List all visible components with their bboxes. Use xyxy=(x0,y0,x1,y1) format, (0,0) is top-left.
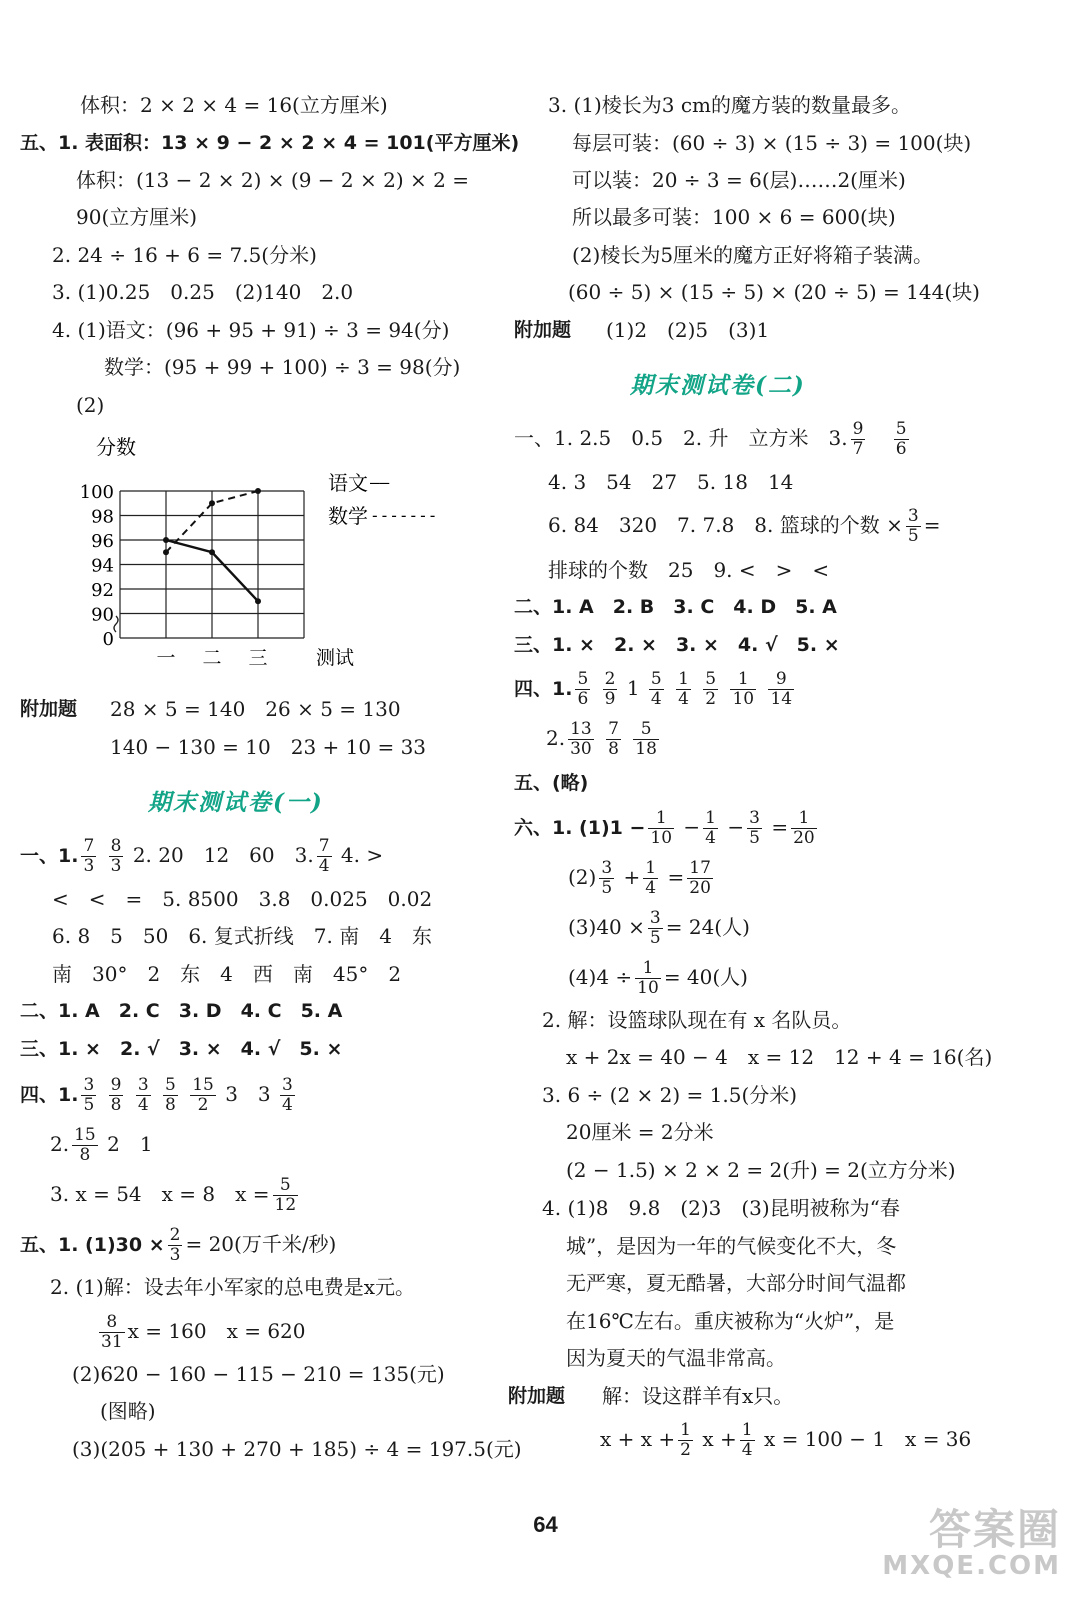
fraction xyxy=(643,859,658,898)
numerator: 5 xyxy=(650,669,662,689)
fraction xyxy=(648,909,663,948)
left-line-6: 3. (1)0.25 0.25 (2)140 2.0 xyxy=(52,280,354,304)
denominator: 4 xyxy=(137,1095,149,1115)
fraction xyxy=(703,809,718,848)
legend-line: ------- xyxy=(370,506,438,525)
fraction xyxy=(648,809,674,848)
left-line-7: 4. (1)语文：(96 + 95 + 91) ÷ 3 = 94(分) xyxy=(52,318,450,342)
denominator: 4 xyxy=(282,1095,293,1115)
b-line-11: (2) $\frac{3}{5}$ + $\frac{1}{4}$ = $\frac{17}{20}$ xyxy=(568,858,711,898)
axis-break-mark xyxy=(114,616,118,632)
numerator: 3 xyxy=(83,1075,95,1095)
left-line-2: 五、1. 表面积：13 × 9 − 2 × 2 × 4 = 101(平方厘米) xyxy=(20,132,520,154)
watermark-top: 答案圈 xyxy=(928,1505,1061,1554)
legend-line: —— xyxy=(370,473,390,492)
y-tick-label: 92 xyxy=(91,580,114,601)
b-line-4: 排球的个数 25 9. < > < xyxy=(548,558,830,582)
x-tick-label: 三 xyxy=(248,647,268,669)
b-line-14: 2. 解：设篮球队现在有 x 名队员。 xyxy=(542,1008,852,1032)
data-point-语文 xyxy=(255,598,261,604)
data-point-语文 xyxy=(163,537,169,543)
fj-label-left: 附加题 xyxy=(20,698,78,720)
numerator: 2 xyxy=(169,1225,181,1245)
legend-label: 数学 xyxy=(328,504,368,528)
b-line-1: 一、1. 2.5 0.5 2. 升 立方米 3. $\frac{9}{7}$ $\frac{5}{6}$ xyxy=(514,419,907,459)
section-title-2: 期末测试卷(二) xyxy=(630,372,806,399)
left-line-3: 体积：(13 − 2 × 2) × (9 − 2 × 2) × 2 = xyxy=(76,168,469,192)
section-title-1: 期末测试卷(一) xyxy=(148,789,324,816)
page-number: 64 xyxy=(533,1512,558,1537)
legend-label: 语文 xyxy=(328,471,368,495)
numerator: 1 xyxy=(741,1420,753,1440)
y-tick-label: 96 xyxy=(91,531,114,552)
left-line-8: 数学：(95 + 99 + 100) ÷ 3 = 98(分) xyxy=(104,355,461,379)
numerator: 15 xyxy=(192,1075,214,1095)
denominator: 30 xyxy=(570,739,592,759)
b-line-13: (4)4 ÷ $\frac{1}{10}$ = 40(人) xyxy=(568,958,748,998)
right-line-5: (2)棱长为5厘米的魔方正好将箱子装满。 xyxy=(572,243,934,267)
numerator: 2 xyxy=(604,669,616,689)
a-line-8: 2. $\frac{15}{8}$ 2 1 xyxy=(50,1125,153,1165)
x-tick-label: 二 xyxy=(202,647,222,669)
b-line-18: (2 − 1.5) × 2 × 2 = 2(升) = 2(立方分米) xyxy=(566,1158,956,1182)
denominator: 12 xyxy=(274,1195,297,1215)
fraction xyxy=(168,1226,183,1265)
denominator: 3 xyxy=(110,856,122,876)
numerator: 5 xyxy=(705,669,717,689)
b-line-17: 20厘米 = 2分米 xyxy=(566,1120,714,1144)
fraction xyxy=(568,720,594,759)
numerator: 1 xyxy=(705,808,716,828)
numerator: 9 xyxy=(852,419,864,439)
fraction xyxy=(72,1126,98,1165)
denominator: 4 xyxy=(318,856,330,876)
numerator: 8 xyxy=(99,1313,125,1333)
numerator: 17 xyxy=(689,858,711,878)
a-line-12: $\frac{8}{31}$ x = 160 x = 620 xyxy=(101,1312,306,1352)
fraction xyxy=(633,720,659,759)
left-line-9: (2) xyxy=(76,393,105,417)
numerator: 3 xyxy=(601,858,613,878)
denominator: 8 xyxy=(165,1095,176,1115)
fraction xyxy=(599,859,614,898)
fraction xyxy=(703,670,718,709)
b-line-15: x + 2x = 40 − 4 x = 12 12 + 4 = 16(名) xyxy=(566,1045,993,1069)
a-line-9: 3. x = 54 x = 8 x = $\frac{5}{12}$ xyxy=(50,1175,297,1215)
y-axis-label: 分数 xyxy=(96,435,136,459)
denominator: 6 xyxy=(577,689,589,709)
x-axis-label: 测试 xyxy=(316,647,355,669)
right-line-1: 3. (1)棱长为3 cm的魔方装的数量最多。 xyxy=(548,93,912,117)
data-point-数学 xyxy=(163,549,169,555)
fraction xyxy=(649,670,664,709)
denominator: 5 xyxy=(83,1095,95,1115)
denominator: 10 xyxy=(732,689,755,709)
a-line-1: 一、1. $\frac{7}{3}$ $\frac{8}{3}$ 2. 20 12 60 3. $\frac{7}{4}$ 4. > xyxy=(20,836,384,876)
data-point-语文 xyxy=(209,549,215,555)
numerator: 3 xyxy=(907,506,919,526)
numerator: 5 xyxy=(895,419,907,439)
a-line-4: 南 30° 2 东 4 西 南 45° 2 xyxy=(52,962,402,986)
fraction xyxy=(635,959,661,998)
x-tick-label: 一 xyxy=(156,647,176,669)
fraction xyxy=(768,670,794,709)
fraction xyxy=(575,670,590,709)
denominator: 20 xyxy=(689,878,711,898)
denominator: 31 xyxy=(101,1332,123,1352)
fraction xyxy=(791,809,817,848)
b-line-24: 解：设这群羊有x只。 xyxy=(602,1384,794,1408)
denominator: 4 xyxy=(705,828,716,848)
b-line-2: 4. 3 54 27 5. 18 14 xyxy=(548,470,794,494)
b-line-5: 二、1. A 2. B 3. C 4. D 5. A xyxy=(514,596,837,618)
a-line-14: (图略) xyxy=(100,1399,156,1423)
a-line-10: 五、1. (1)30 × $\frac{2}{3}$ = 20(万千米/秒) xyxy=(20,1225,337,1265)
numerator: 9 xyxy=(110,1075,122,1095)
a-line-2: < < = 5. 8500 3.8 0.025 0.02 xyxy=(52,887,433,911)
numerator: 1 xyxy=(648,809,674,829)
numerator: 15 xyxy=(74,1125,96,1145)
fraction xyxy=(740,1421,755,1460)
fraction xyxy=(606,720,621,759)
left-line-4: 90(立方厘米) xyxy=(76,205,198,229)
a-line-11: 2. (1)解：设去年小军家的总电费是x元。 xyxy=(50,1275,416,1299)
fraction xyxy=(894,420,909,459)
numerator: 1 xyxy=(680,1420,691,1440)
b-line-20: 城”，是因为一年的气候变化不大，冬 xyxy=(566,1234,897,1258)
denominator: 6 xyxy=(895,439,907,459)
a-line-3: 6. 8 5 50 6. 复式折线 7. 南 4 东 xyxy=(52,924,432,948)
numerator: 7 xyxy=(318,836,330,856)
fj-line-1: 28 × 5 = 140 26 × 5 = 130 xyxy=(110,697,401,721)
numerator: 1 xyxy=(730,670,756,690)
a-line-13: (2)620 − 160 − 115 − 210 = 135(元) xyxy=(72,1362,445,1386)
fraction xyxy=(747,809,762,848)
fj-label-right-2: 附加题 xyxy=(508,1385,566,1407)
y-tick-label: 94 xyxy=(91,555,114,577)
denominator: 2 xyxy=(680,1440,691,1460)
numerator: 1 xyxy=(678,669,689,689)
fraction xyxy=(906,507,921,546)
denominator: 3 xyxy=(169,1245,181,1265)
fj-line-2: 140 − 130 = 10 23 + 10 = 33 xyxy=(110,735,427,759)
y-tick-label: 100 xyxy=(79,482,114,503)
a-line-7: 四、1. $\frac{3}{5}$ $\frac{9}{8}$ $\frac{3}{4}$ $\frac{5}{8}$ $\frac{15}{2}$ 3 3 $\frac{3}{4}$ xyxy=(20,1075,293,1115)
y-tick-label: 90 xyxy=(91,604,114,626)
numerator: 3 xyxy=(649,908,661,928)
fraction xyxy=(603,670,618,709)
numerator: 5 xyxy=(577,669,589,689)
denominator: 8 xyxy=(608,739,619,759)
b-line-9: 五、(略) xyxy=(514,772,589,794)
denominator: 20 xyxy=(793,828,815,848)
b-line-23: 因为夏天的气温非常高。 xyxy=(566,1346,786,1370)
denominator: 8 xyxy=(79,1145,91,1165)
fraction xyxy=(81,837,96,876)
a-line-15: (3)(205 + 130 + 270 + 185) ÷ 4 = 197.5(元) xyxy=(72,1437,522,1461)
right-line-2: 每层可装：(60 ÷ 3) × (15 ÷ 3) = 100(块) xyxy=(572,131,972,155)
denominator: 4 xyxy=(741,1440,753,1460)
denominator: 18 xyxy=(635,739,657,759)
denominator: 9 xyxy=(604,689,616,709)
right-line-3: 可以装：20 ÷ 3 = 6(层)……2(厘米) xyxy=(572,168,906,192)
b-line-16: 3. 6 ÷ (2 × 2) = 1.5(分米) xyxy=(542,1083,798,1107)
fraction xyxy=(109,1076,124,1115)
b-line-12: (3)40 × $\frac{3}{5}$ = 24(人) xyxy=(568,908,750,948)
b-line-6: 三、1. × 2. × 3. × 4. √ 5. × xyxy=(514,634,840,656)
b-line-22: 在16℃左右。重庆被称为“火炉”，是 xyxy=(566,1309,895,1333)
data-point-数学 xyxy=(209,500,215,506)
denominator: 2 xyxy=(705,689,717,709)
denominator: 5 xyxy=(749,828,760,848)
left-line-1: 体积：2 × 2 × 4 = 16(立方厘米) xyxy=(80,93,388,117)
watermark-logo xyxy=(882,1505,1061,1581)
y-tick-label: 98 xyxy=(91,506,114,528)
fraction xyxy=(190,1076,216,1115)
denominator: 2 xyxy=(197,1095,209,1115)
fraction xyxy=(730,670,756,709)
numerator: 8 xyxy=(110,836,122,856)
b-line-10: 六、1. (1)1 − $\frac{1}{10}$ − $\frac{1}{4}$ − $\frac{3}{5}$ = $\frac{1}{20}$ xyxy=(514,808,815,848)
denominator: 4 xyxy=(650,689,662,709)
y-tick-label: 0 xyxy=(102,629,114,650)
denominator: 5 xyxy=(601,878,613,898)
numerator: 5 xyxy=(273,1176,299,1196)
b-line-8: 2. $\frac{13}{30}$ $\frac{7}{8}$ $\frac{5}{18}$ xyxy=(546,719,657,759)
numerator: 9 xyxy=(768,670,794,690)
left-line-5: 2. 24 ÷ 16 + 6 = 7.5(分米) xyxy=(52,243,317,267)
data-point-数学 xyxy=(255,488,261,494)
fraction xyxy=(676,670,691,709)
numerator: 7 xyxy=(608,719,619,739)
numerator: 1 xyxy=(635,959,661,979)
fraction xyxy=(678,1421,693,1460)
numerator: 5 xyxy=(165,1075,176,1095)
b-line-21: 无严寒，夏无酷暑，大部分时间气温都 xyxy=(566,1271,906,1295)
fraction xyxy=(687,859,713,898)
numerator: 3 xyxy=(137,1075,149,1095)
denominator: 4 xyxy=(678,689,689,709)
numerator: 3 xyxy=(749,808,760,828)
denominator: 5 xyxy=(907,526,919,546)
b-line-3: 6. 84 320 7. 7.8 8. 篮球的个数 × $\frac{3}{5}$ = xyxy=(548,506,941,546)
fraction xyxy=(163,1076,178,1115)
fraction xyxy=(317,837,332,876)
fraction xyxy=(109,837,124,876)
numerator: 3 xyxy=(282,1075,293,1095)
right-line-7: (1)2 (2)5 (3)1 xyxy=(606,318,770,342)
denominator: 10 xyxy=(650,828,673,848)
a-line-5: 二、1. A 2. C 3. D 4. C 5. A xyxy=(20,1000,343,1022)
denominator: 10 xyxy=(637,978,659,998)
denominator: 7 xyxy=(852,439,864,459)
numerator: 13 xyxy=(570,719,592,739)
score-line-chart xyxy=(70,428,438,678)
denominator: 14 xyxy=(770,689,793,709)
numerator: 5 xyxy=(633,720,659,740)
b-line-25: x + x + $\frac{1}{2}$ x + $\frac{1}{4}$ x = 100 − 1 x = 36 xyxy=(600,1420,972,1460)
watermark-bottom: MXQE.COM xyxy=(882,1551,1061,1581)
fj-label-right: 附加题 xyxy=(514,319,572,341)
a-line-6: 三、1. × 2. √ 3. × 4. √ 5. × xyxy=(20,1038,343,1060)
fraction xyxy=(99,1313,125,1352)
right-line-6: (60 ÷ 5) × (15 ÷ 5) × (20 ÷ 5) = 144(块) xyxy=(568,280,980,304)
right-line-4: 所以最多可装：100 × 6 = 600(块) xyxy=(572,205,896,229)
fraction xyxy=(136,1076,151,1115)
denominator: 4 xyxy=(645,878,657,898)
fraction xyxy=(273,1176,299,1215)
numerator: 1 xyxy=(791,809,817,829)
fraction xyxy=(81,1076,96,1115)
b-line-19: 4. (1)8 9.8 (2)3 (3)昆明被称为“春 xyxy=(542,1196,900,1220)
fraction xyxy=(851,420,866,459)
denominator: 8 xyxy=(110,1095,122,1115)
fraction xyxy=(280,1076,295,1115)
b-line-7: 四、1. $\frac{5}{6}$ $\frac{2}{9}$ 1 $\frac{5}{4}$ $\frac{1}{4}$ $\frac{5}{2}$ $\frac{1}{10}$ $\frac{9}{14}$ xyxy=(514,669,793,709)
numerator: 1 xyxy=(645,858,657,878)
denominator: 3 xyxy=(83,856,95,876)
numerator: 7 xyxy=(83,836,95,856)
denominator: 5 xyxy=(649,928,661,948)
